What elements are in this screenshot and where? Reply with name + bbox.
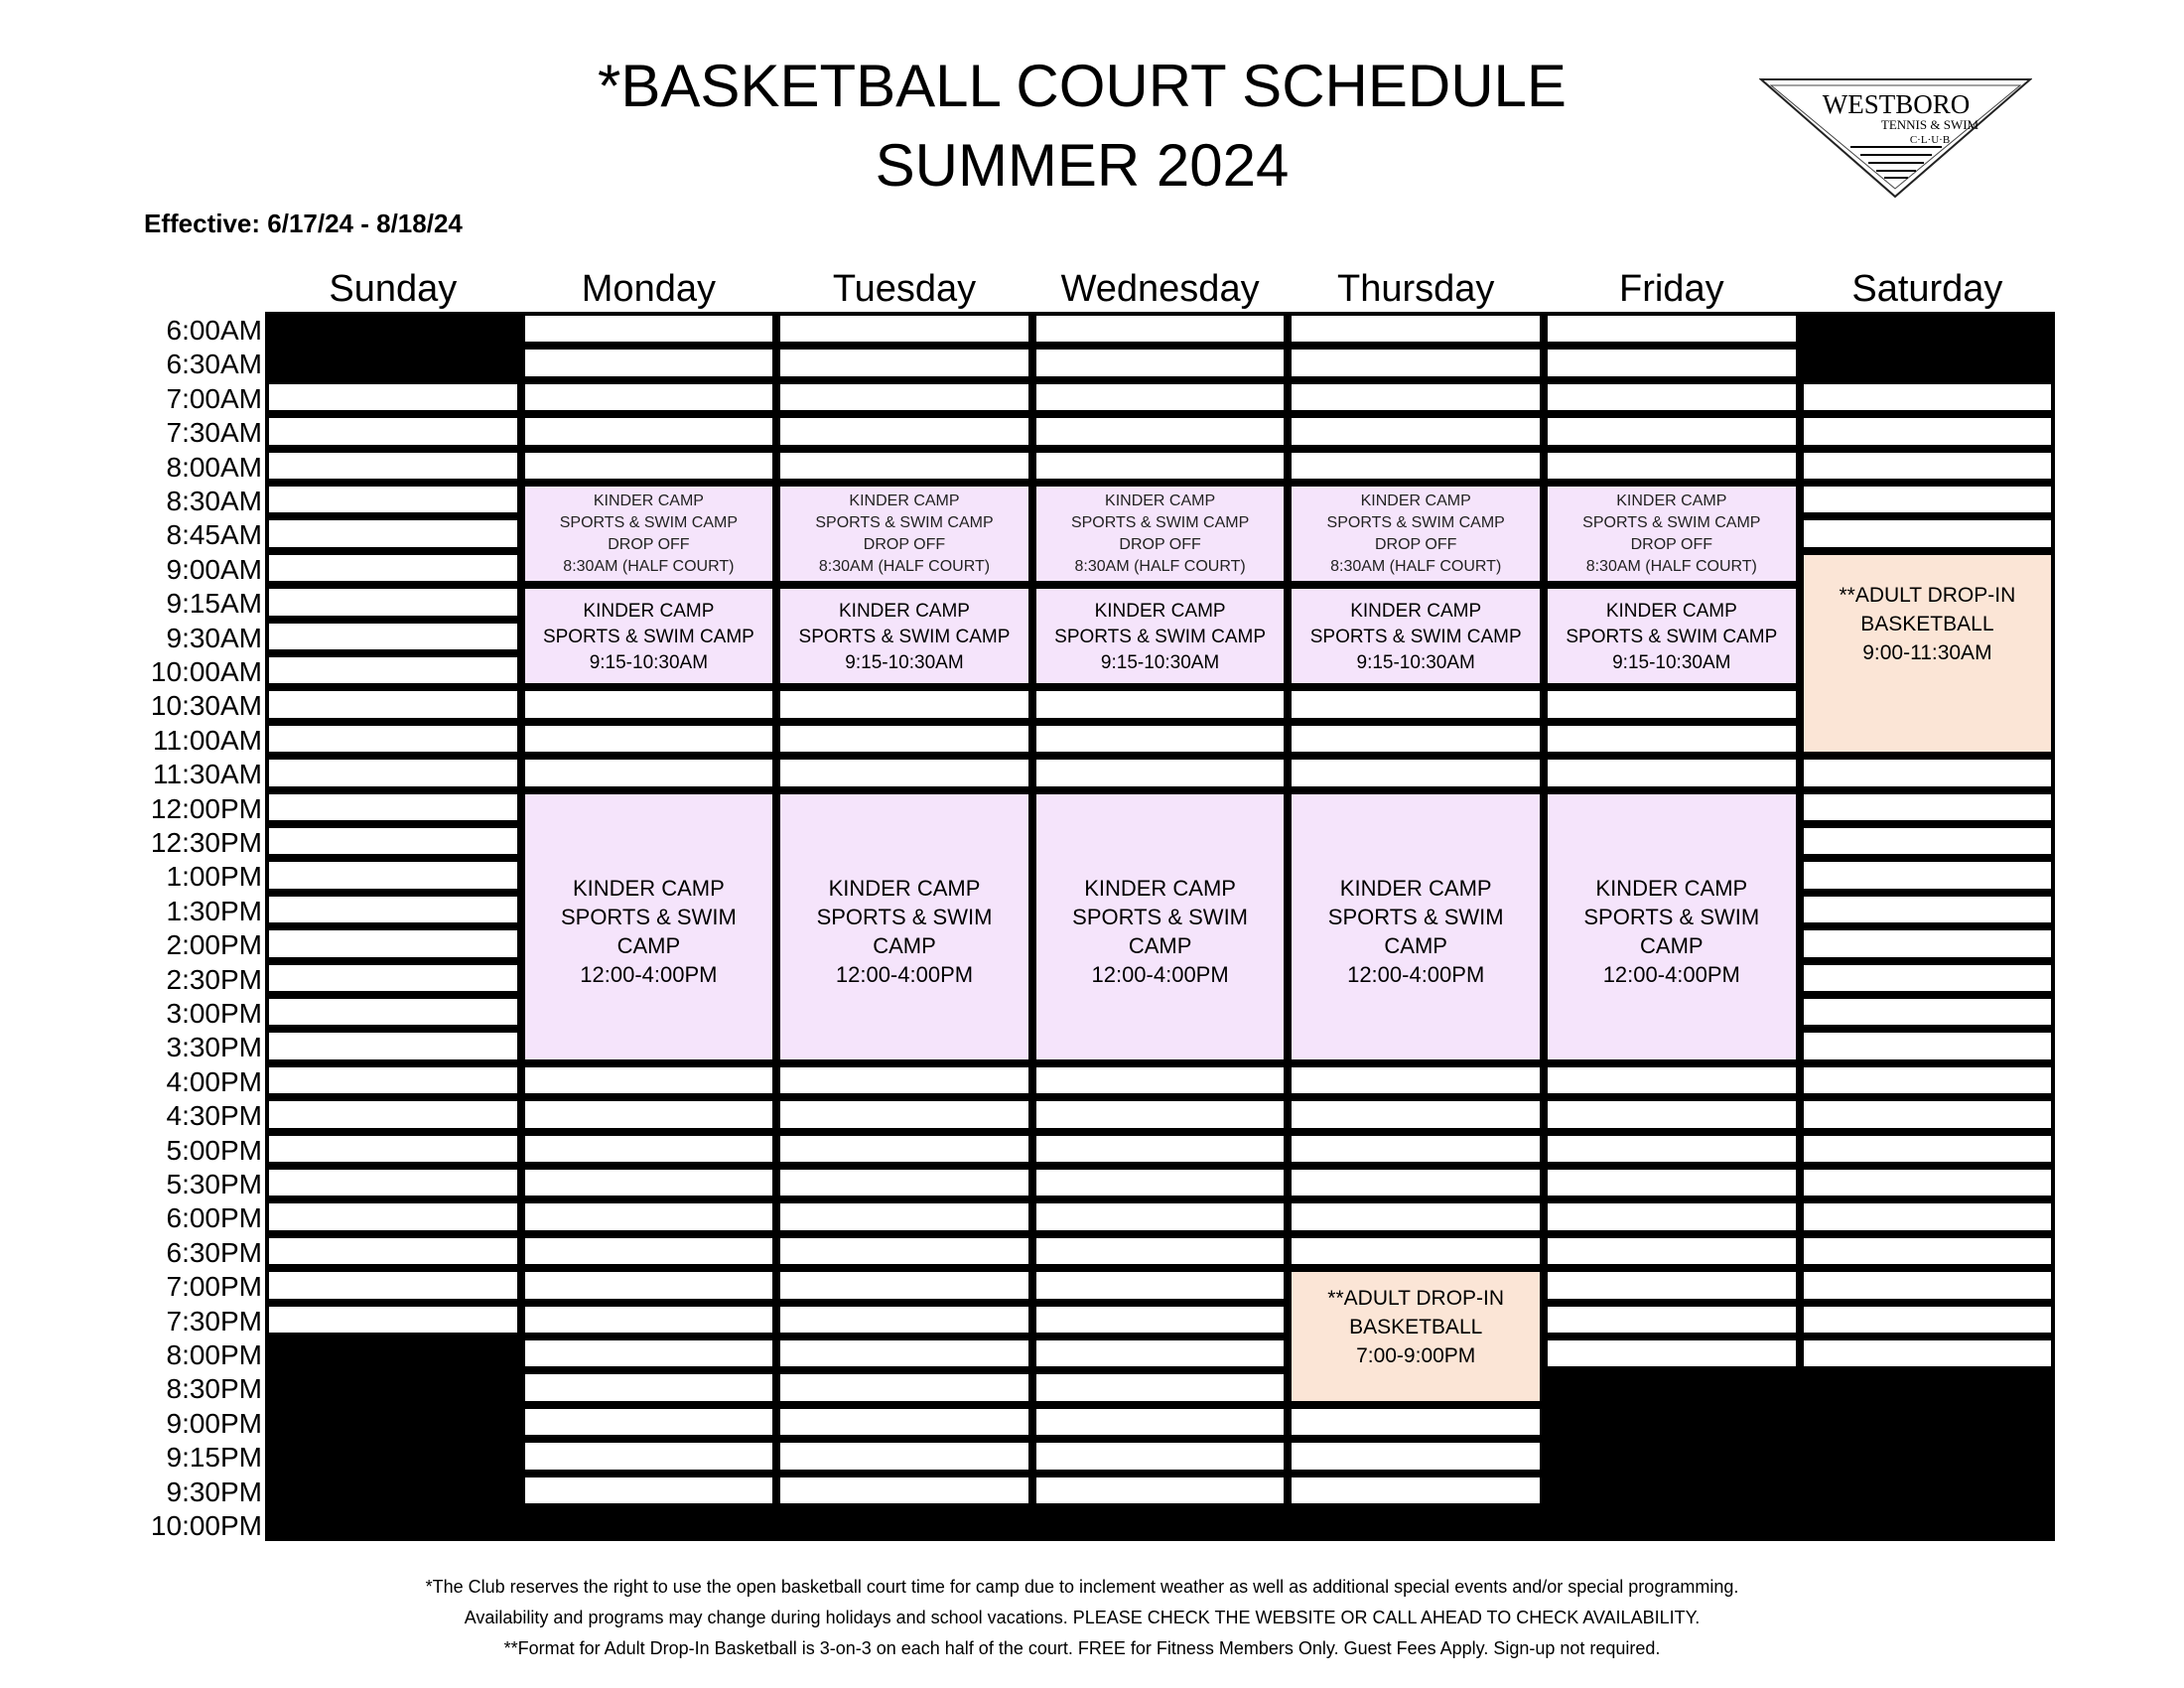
open-slot xyxy=(267,826,519,856)
day-header-tuesday: Tuesday xyxy=(832,268,977,310)
day-header-thursday: Thursday xyxy=(1336,268,1495,310)
camp-afternoon-block-line: KINDER CAMP xyxy=(572,875,725,901)
open-slot xyxy=(1034,451,1287,481)
camp-morning-block-line: SPORTS & SWIM CAMP xyxy=(1309,627,1522,648)
camp-dropoff-block xyxy=(1290,485,1542,583)
open-slot xyxy=(1034,1407,1287,1437)
time-label: 7:30AM xyxy=(166,417,262,449)
camp-morning-block-line: 9:15-10:30AM xyxy=(1612,652,1731,674)
open-slot xyxy=(267,792,519,822)
open-slot xyxy=(523,1134,775,1164)
open-slot xyxy=(523,724,775,754)
open-slot xyxy=(778,1201,1030,1231)
time-label: 10:00AM xyxy=(150,656,262,687)
open-slot xyxy=(267,1134,519,1164)
open-slot xyxy=(778,1305,1030,1335)
open-slot xyxy=(1546,348,1798,377)
open-slot xyxy=(1802,1338,2054,1368)
open-slot xyxy=(778,1065,1030,1095)
open-slot xyxy=(267,963,519,993)
time-label: 10:00PM xyxy=(150,1510,262,1541)
open-slot xyxy=(267,1168,519,1197)
effective-dates: Effective: 6/17/24 - 8/18/24 xyxy=(144,209,463,238)
adult-dropin-saturday-block xyxy=(1802,553,2054,754)
open-slot xyxy=(267,1031,519,1060)
open-slot xyxy=(1546,1065,1798,1095)
open-slot xyxy=(1034,416,1287,446)
open-slot xyxy=(1034,1305,1287,1335)
open-slot xyxy=(267,518,519,548)
camp-afternoon-block-line: 12:00-4:00PM xyxy=(580,961,718,987)
time-label: 9:30PM xyxy=(166,1476,262,1507)
open-slot xyxy=(1034,1065,1287,1095)
adult-dropin-thursday-block xyxy=(1290,1270,1542,1403)
open-slot xyxy=(1802,485,2054,514)
open-slot xyxy=(267,1236,519,1266)
open-slot xyxy=(1546,689,1798,719)
open-slot xyxy=(1802,1134,2054,1164)
time-label: 9:15PM xyxy=(166,1442,262,1474)
footnote-1: *The Club reserves the right to use the open basketball court time for camp due to inclement weather as well as additional special events and/or special programming. xyxy=(425,1577,1739,1597)
open-slot xyxy=(523,1476,775,1505)
open-slot xyxy=(1802,826,2054,856)
open-slot xyxy=(1034,1201,1287,1231)
camp-dropoff-block-line: SPORTS & SWIM CAMP xyxy=(1326,513,1505,531)
open-slot xyxy=(778,758,1030,787)
open-slot xyxy=(1290,314,1542,344)
open-slot xyxy=(1546,1338,1798,1368)
camp-afternoon-block-line: KINDER CAMP xyxy=(1084,875,1236,901)
camp-dropoff-block-line: DROP OFF xyxy=(608,535,690,553)
open-slot xyxy=(1802,1305,2054,1335)
time-label: 5:30PM xyxy=(166,1169,262,1199)
open-slot xyxy=(267,622,519,651)
open-slot xyxy=(1034,1134,1287,1164)
open-slot xyxy=(267,382,519,412)
time-label: 12:00PM xyxy=(150,792,262,824)
time-label: 8:45AM xyxy=(166,519,262,551)
camp-dropoff-block-line: SPORTS & SWIM CAMP xyxy=(815,513,994,531)
open-slot xyxy=(267,1065,519,1095)
page-title: *BASKETBALL COURT SCHEDULE xyxy=(598,53,1567,119)
open-slot xyxy=(523,1099,775,1129)
open-slot xyxy=(523,314,775,344)
open-slot xyxy=(267,1201,519,1231)
camp-dropoff-block-line: DROP OFF xyxy=(863,535,946,553)
logo-line2: TENNIS & SWIM xyxy=(1880,117,1979,132)
open-slot xyxy=(267,928,519,958)
camp-morning-block xyxy=(778,587,1030,685)
time-label: 6:00AM xyxy=(166,315,262,346)
footnote-3: **Format for Adult Drop-In Basketball is 3-on-3 on each half of the court. FREE for Fitness Members Only. Guest Fees Apply. Sign-up not required. xyxy=(503,1638,1661,1658)
open-slot xyxy=(1034,724,1287,754)
camp-afternoon-block-line: SPORTS & SWIM xyxy=(1072,904,1249,929)
camp-morning-block-line: 9:15-10:30AM xyxy=(1100,652,1220,674)
open-slot xyxy=(1290,1201,1542,1231)
open-slot xyxy=(1546,382,1798,412)
camp-afternoon-block-line: KINDER CAMP xyxy=(1339,875,1492,901)
open-slot xyxy=(1290,758,1542,787)
open-slot xyxy=(1034,1476,1287,1505)
open-slot xyxy=(1546,314,1798,344)
open-slot xyxy=(1290,382,1542,412)
open-slot xyxy=(778,1168,1030,1197)
open-slot xyxy=(1290,1236,1542,1266)
camp-afternoon-block-line: SPORTS & SWIM xyxy=(1327,904,1504,929)
open-slot xyxy=(1802,451,2054,481)
open-slot xyxy=(523,1065,775,1095)
day-header-sunday: Sunday xyxy=(329,268,458,310)
time-label: 11:30AM xyxy=(153,759,262,790)
camp-morning-block xyxy=(1546,587,1798,685)
open-slot xyxy=(778,724,1030,754)
open-slot xyxy=(1034,1441,1287,1471)
time-label: 7:30PM xyxy=(166,1305,262,1336)
open-slot xyxy=(1546,758,1798,787)
open-slot xyxy=(523,1168,775,1197)
open-slot xyxy=(1290,451,1542,481)
open-slot xyxy=(523,1270,775,1300)
camp-afternoon-block-line: 12:00-4:00PM xyxy=(835,961,974,987)
open-slot xyxy=(523,1407,775,1437)
camp-dropoff-block-line: 8:30AM (HALF COURT) xyxy=(818,557,991,575)
open-slot xyxy=(1802,1168,2054,1197)
open-slot xyxy=(1802,1065,2054,1095)
camp-dropoff-block-line: KINDER CAMP xyxy=(1360,492,1471,509)
camp-afternoon-block xyxy=(1034,792,1287,1061)
adult-dropin-thursday-block-line: **ADULT DROP-IN xyxy=(1327,1287,1505,1311)
open-slot xyxy=(1546,1305,1798,1335)
adult-dropin-saturday-block-line: **ADULT DROP-IN xyxy=(1839,583,2016,607)
time-label: 2:30PM xyxy=(166,963,262,995)
camp-morning-block-line: SPORTS & SWIM CAMP xyxy=(1566,627,1778,648)
adult-dropin-thursday-block-line: BASKETBALL xyxy=(1349,1316,1483,1339)
logo-name: WESTBORO xyxy=(1822,89,1971,119)
open-slot xyxy=(267,895,519,924)
open-slot xyxy=(523,689,775,719)
open-slot xyxy=(267,485,519,514)
camp-morning-block-line: KINDER CAMP xyxy=(839,601,970,623)
time-label: 11:00AM xyxy=(153,724,262,756)
open-slot xyxy=(778,1338,1030,1368)
open-slot xyxy=(1290,1065,1542,1095)
open-slot xyxy=(267,587,519,617)
camp-morning-block-line: 9:15-10:30AM xyxy=(1356,652,1475,674)
adult-dropin-saturday-block-line: 9:00-11:30AM xyxy=(1862,640,1992,664)
open-slot xyxy=(778,1407,1030,1437)
open-slot xyxy=(1802,963,2054,993)
open-slot xyxy=(1546,1236,1798,1266)
time-label: 5:00PM xyxy=(166,1134,262,1166)
footnote-2: Availability and programs may change during holidays and school vacations. PLEASE CHECK THE WEBSITE OR CALL AHEAD TO CHECK AVAILABILITY. xyxy=(464,1608,1701,1627)
open-slot xyxy=(1802,860,2054,890)
camp-dropoff-block-line: 8:30AM (HALF COURT) xyxy=(1330,557,1502,575)
open-slot xyxy=(1034,689,1287,719)
camp-morning-block-line: KINDER CAMP xyxy=(583,601,715,623)
open-slot xyxy=(1546,1134,1798,1164)
camp-afternoon-block-line: CAMP xyxy=(1128,932,1192,958)
time-label: 3:00PM xyxy=(166,998,262,1029)
camp-dropoff-block-line: KINDER CAMP xyxy=(593,492,704,509)
day-header-saturday: Saturday xyxy=(1851,268,2003,310)
open-slot xyxy=(1802,1236,2054,1266)
time-label: 4:00PM xyxy=(166,1065,262,1097)
open-slot xyxy=(267,997,519,1027)
open-slot xyxy=(523,416,775,446)
camp-dropoff-block-line: 8:30AM (HALF COURT) xyxy=(1585,557,1757,575)
open-slot xyxy=(1802,1099,2054,1129)
open-slot xyxy=(1034,314,1287,344)
open-slot xyxy=(1034,758,1287,787)
day-header-monday: Monday xyxy=(581,268,716,310)
open-slot xyxy=(1290,348,1542,377)
camp-afternoon-block xyxy=(1290,792,1542,1061)
time-label: 12:30PM xyxy=(150,827,262,858)
open-slot xyxy=(1546,416,1798,446)
open-slot xyxy=(523,1441,775,1471)
open-slot xyxy=(1290,1134,1542,1164)
time-label: 1:30PM xyxy=(166,895,262,926)
camp-dropoff-block-line: 8:30AM (HALF COURT) xyxy=(563,557,735,575)
camp-afternoon-block-line: KINDER CAMP xyxy=(828,875,981,901)
open-slot xyxy=(1802,518,2054,548)
camp-morning-block-line: KINDER CAMP xyxy=(1605,601,1737,623)
open-slot xyxy=(1290,1099,1542,1129)
camp-dropoff-block xyxy=(1034,485,1287,583)
day-header-friday: Friday xyxy=(1619,268,1724,310)
camp-dropoff-block-line: KINDER CAMP xyxy=(1616,492,1727,509)
open-slot xyxy=(267,860,519,890)
open-slot xyxy=(1290,416,1542,446)
page-subtitle: SUMMER 2024 xyxy=(875,132,1290,199)
open-slot xyxy=(1546,1099,1798,1129)
camp-afternoon-block-line: CAMP xyxy=(873,932,936,958)
camp-morning-block xyxy=(1034,587,1287,685)
open-slot xyxy=(1546,724,1798,754)
time-label: 4:30PM xyxy=(166,1100,262,1132)
open-slot xyxy=(267,553,519,583)
time-label: 8:00AM xyxy=(166,451,262,483)
camp-afternoon-block-line: KINDER CAMP xyxy=(1595,875,1748,901)
open-slot xyxy=(1546,1201,1798,1231)
open-slot xyxy=(1034,1236,1287,1266)
camp-morning-block-line: SPORTS & SWIM CAMP xyxy=(1054,627,1267,648)
camp-dropoff-block xyxy=(1546,485,1798,583)
camp-morning-block-line: 9:15-10:30AM xyxy=(589,652,709,674)
open-slot xyxy=(1290,1476,1542,1505)
open-slot xyxy=(1802,1270,2054,1300)
open-slot xyxy=(1290,724,1542,754)
camp-dropoff-block-line: SPORTS & SWIM CAMP xyxy=(559,513,739,531)
camp-afternoon-block xyxy=(523,792,775,1061)
time-label: 6:30AM xyxy=(166,349,262,380)
camp-afternoon-block-line: 12:00-4:00PM xyxy=(1602,961,1740,987)
open-slot xyxy=(778,1270,1030,1300)
open-slot xyxy=(1546,451,1798,481)
open-slot xyxy=(778,1372,1030,1402)
open-slot xyxy=(267,416,519,446)
camp-morning-block-line: KINDER CAMP xyxy=(1350,601,1482,623)
open-slot xyxy=(523,1236,775,1266)
camp-afternoon-block-line: 12:00-4:00PM xyxy=(1347,961,1485,987)
open-slot xyxy=(267,1305,519,1335)
open-slot xyxy=(1546,1168,1798,1197)
time-label: 9:15AM xyxy=(166,588,262,620)
open-slot xyxy=(778,416,1030,446)
camp-afternoon-block-line: SPORTS & SWIM xyxy=(560,904,737,929)
time-label: 8:30PM xyxy=(166,1373,262,1405)
camp-morning-block xyxy=(523,587,775,685)
camp-afternoon-block-line: 12:00-4:00PM xyxy=(1091,961,1229,987)
time-label: 2:00PM xyxy=(166,929,262,961)
camp-dropoff-block-line: DROP OFF xyxy=(1375,535,1457,553)
open-slot xyxy=(267,758,519,787)
camp-morning-block xyxy=(1290,587,1542,685)
open-slot xyxy=(1034,1338,1287,1368)
time-label: 6:00PM xyxy=(166,1202,262,1234)
open-slot xyxy=(1802,382,2054,412)
camp-afternoon-block xyxy=(1546,792,1798,1061)
open-slot xyxy=(1034,348,1287,377)
camp-dropoff-block-line: DROP OFF xyxy=(1630,535,1712,553)
open-slot xyxy=(778,348,1030,377)
camp-dropoff-block-line: 8:30AM (HALF COURT) xyxy=(1074,557,1246,575)
open-slot xyxy=(778,1099,1030,1129)
open-slot xyxy=(267,689,519,719)
camp-afternoon-block xyxy=(778,792,1030,1061)
camp-morning-block-line: 9:15-10:30AM xyxy=(845,652,964,674)
time-label: 9:30AM xyxy=(166,622,262,653)
camp-afternoon-block-line: CAMP xyxy=(616,932,681,958)
time-label: 3:30PM xyxy=(166,1032,262,1063)
open-slot xyxy=(778,1441,1030,1471)
adult-dropin-saturday-block-line: BASKETBALL xyxy=(1860,612,1994,635)
logo-line3: C·L·U·B xyxy=(1909,134,1951,146)
open-slot xyxy=(1034,382,1287,412)
open-slot xyxy=(1290,1407,1542,1437)
open-slot xyxy=(1802,416,2054,446)
open-slot xyxy=(267,1099,519,1129)
time-label: 1:00PM xyxy=(166,861,262,893)
open-slot xyxy=(1034,1099,1287,1129)
time-label: 7:00PM xyxy=(166,1271,262,1303)
open-slot xyxy=(267,655,519,685)
camp-morning-block-line: SPORTS & SWIM CAMP xyxy=(542,627,754,648)
open-slot xyxy=(267,451,519,481)
open-slot xyxy=(523,1201,775,1231)
open-slot xyxy=(778,1134,1030,1164)
time-label: 10:30AM xyxy=(150,690,262,722)
open-slot xyxy=(778,451,1030,481)
open-slot xyxy=(1802,758,2054,787)
open-slot xyxy=(523,348,775,377)
camp-dropoff-block-line: SPORTS & SWIM CAMP xyxy=(1582,513,1761,531)
open-slot xyxy=(1802,792,2054,822)
time-label: 8:00PM xyxy=(166,1339,262,1370)
open-slot xyxy=(1802,997,2054,1027)
camp-morning-block-line: SPORTS & SWIM CAMP xyxy=(798,627,1011,648)
camp-dropoff-block-line: KINDER CAMP xyxy=(1105,492,1216,509)
adult-dropin-thursday-block-line: 7:00-9:00PM xyxy=(1356,1344,1476,1368)
open-slot xyxy=(778,382,1030,412)
open-slot xyxy=(1802,1031,2054,1060)
time-label: 9:00PM xyxy=(166,1407,262,1439)
camp-afternoon-block-line: CAMP xyxy=(1384,932,1447,958)
camp-morning-block-line: KINDER CAMP xyxy=(1094,601,1226,623)
day-header-wednesday: Wednesday xyxy=(1060,268,1260,310)
camp-dropoff-block xyxy=(778,485,1030,583)
open-slot xyxy=(1802,1201,2054,1231)
open-slot xyxy=(778,314,1030,344)
open-slot xyxy=(778,1236,1030,1266)
open-slot xyxy=(778,689,1030,719)
camp-afternoon-block-line: SPORTS & SWIM xyxy=(816,904,993,929)
open-slot xyxy=(523,1305,775,1335)
camp-afternoon-block-line: SPORTS & SWIM xyxy=(1583,904,1760,929)
open-slot xyxy=(523,451,775,481)
camp-dropoff-block-line: SPORTS & SWIM CAMP xyxy=(1070,513,1250,531)
open-slot xyxy=(267,724,519,754)
open-slot xyxy=(1034,1168,1287,1197)
camp-dropoff-block-line: KINDER CAMP xyxy=(849,492,960,509)
open-slot xyxy=(523,382,775,412)
open-slot xyxy=(523,1338,775,1368)
open-slot xyxy=(1290,1168,1542,1197)
time-label: 7:00AM xyxy=(166,382,262,414)
open-slot xyxy=(1034,1372,1287,1402)
open-slot xyxy=(1802,928,2054,958)
time-label: 9:00AM xyxy=(166,553,262,585)
open-slot xyxy=(1290,1441,1542,1471)
open-slot xyxy=(778,1476,1030,1505)
open-slot xyxy=(267,1270,519,1300)
open-slot xyxy=(1802,895,2054,924)
camp-afternoon-block-line: CAMP xyxy=(1640,932,1704,958)
open-slot xyxy=(523,758,775,787)
camp-dropoff-block xyxy=(523,485,775,583)
camp-dropoff-block-line: DROP OFF xyxy=(1119,535,1201,553)
open-slot xyxy=(523,1372,775,1402)
open-slot xyxy=(1034,1270,1287,1300)
time-label: 6:30PM xyxy=(166,1236,262,1268)
open-slot xyxy=(1290,689,1542,719)
time-label: 8:30AM xyxy=(166,486,262,516)
open-slot xyxy=(1546,1270,1798,1300)
